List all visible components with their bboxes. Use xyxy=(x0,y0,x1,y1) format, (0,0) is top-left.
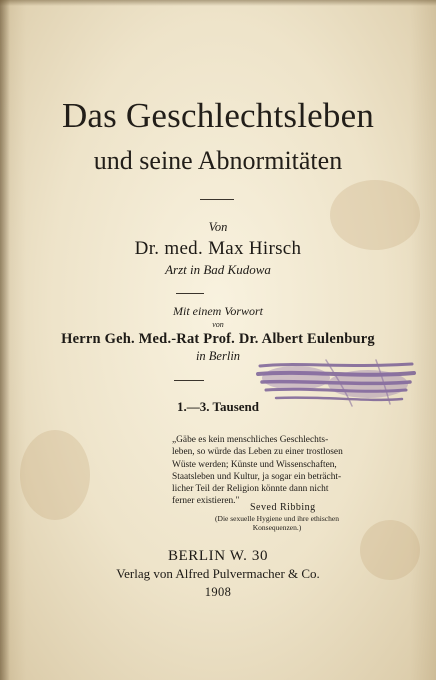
epigraph-line: „Gäbe es kein menschliches Geschlechts- xyxy=(172,435,329,445)
author-name: Dr. med. Max Hirsch xyxy=(134,238,302,259)
preface-divider xyxy=(174,380,204,381)
preface-author: Herrn Geh. Med.-Rat Prof. Dr. Albert Eulenburg xyxy=(61,331,375,347)
author-role: Arzt in Bad Kudowa xyxy=(165,262,271,277)
page-top-shadow xyxy=(0,0,436,6)
epigraph-source-line: Konsequenzen.) xyxy=(252,523,302,532)
author-divider xyxy=(176,293,204,294)
epigraph-line: Wüste werden; Künste und Wissenschaften, xyxy=(172,459,337,470)
epigraph-line: ferner existieren." xyxy=(172,496,240,507)
paper-stain xyxy=(20,430,90,520)
edition-label: 1.—3. Tausend xyxy=(176,399,259,414)
epigraph-line: licher Teil der Religion könnte dann nicht xyxy=(172,484,329,495)
preface-city: in Berlin xyxy=(195,349,241,363)
book-subtitle: und seine Abnormitäten xyxy=(93,146,343,175)
epigraph-line: Staatsleben und Kultur, ja sogar ein beträcht- xyxy=(172,471,342,482)
title-divider xyxy=(200,199,234,200)
book-title: Das Geschlechtsleben xyxy=(61,96,375,135)
preface-intro: Mit einem Vorwort xyxy=(173,304,263,318)
imprint-year: 1908 xyxy=(204,585,232,599)
epigraph-line: leben, so würde das Leben zu einer trostlosen xyxy=(172,447,343,458)
epigraph-source-line: (Die sexuelle Hygiene und ihre ethischen xyxy=(215,514,339,523)
imprint-city: BERLIN W. 30 xyxy=(167,548,269,564)
byline-von: Von xyxy=(208,220,228,234)
imprint-publisher: Verlag von Alfred Pulvermacher & Co. xyxy=(116,566,320,581)
epigraph-quote xyxy=(172,434,372,508)
epigraph-source xyxy=(182,514,372,532)
preface-von: von xyxy=(212,320,224,329)
epigraph-attribution: Seved Ribbing xyxy=(250,502,316,513)
